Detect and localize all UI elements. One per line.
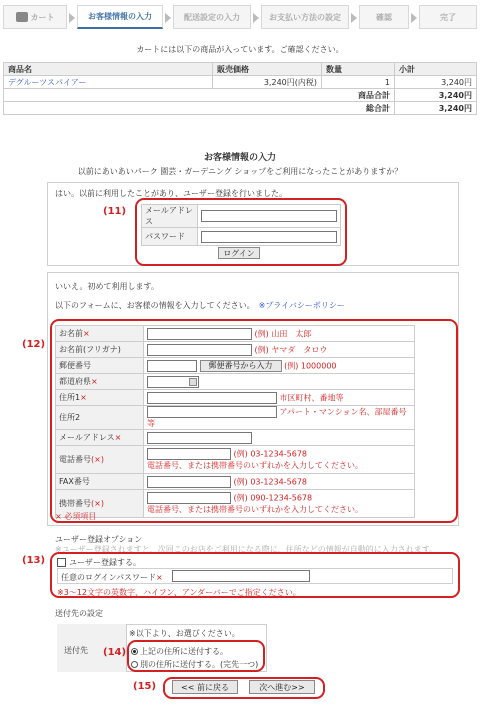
zip-lookup-button[interactable]: 郵便番号から入力 [200,360,282,372]
product-subtotal: 3,240円 [395,76,477,89]
shipping-option-other[interactable] [131,659,258,670]
cart-notice: カートには以下の商品が入っています。ご確認ください。 [136,45,344,54]
kana-input[interactable] [147,344,252,356]
login-intro: はい。以前に利用したことがあり、ユーザー登録を行いました。 [55,189,287,198]
name-example: (例) 山田 太郎 [254,329,312,338]
customer-form [55,325,415,518]
email-input[interactable] [147,432,252,444]
product-price: 3,240円(内税) [213,76,322,89]
table-row [4,76,477,89]
mobile-example: (例) 090-1234-5678 [233,493,313,503]
step-label: 完了 [440,12,456,22]
register-pw-note: ※3〜12文字の英数字、ハイフン、アンダーバーでご指定ください。 [57,588,301,597]
required-mark: × [83,329,90,338]
cart-table [3,62,477,115]
mobile-label: 携帯番号 [59,499,91,508]
email-label: メールアドレス [59,433,115,442]
annotation-label: (15) [133,681,157,692]
annotation-label: (12) [22,339,46,350]
required-mark: × [80,393,87,402]
step-label: 確認 [376,12,392,22]
step-payment [261,5,349,29]
step-label: カート [30,12,55,22]
addr2-input[interactable] [147,406,277,418]
register-checkbox[interactable] [57,558,66,567]
step-customer-info [77,5,163,29]
register-password-input[interactable] [172,570,310,582]
shipping-label: 送付先 [64,646,88,655]
required-mark: × [91,377,98,386]
pref-label: 都道府県 [59,377,91,386]
required-mark: (×) [91,455,104,464]
tel-input[interactable] [147,448,231,460]
register-check-label: ユーザー登録する。 [69,558,141,567]
grand-total-label: 総合計 [4,102,395,115]
login-password-input[interactable] [201,231,337,243]
register-desc: ※ユーザー登録されますと、次回このお店をご利用になる際に、住所などの情報が自動的に入力されます。 [55,545,438,554]
option-label: 上記の住所に送付する。 [140,647,228,656]
arrow-icon [69,13,75,23]
back-button[interactable]: << 前に戻る [172,680,238,694]
required-mark: × [156,573,163,582]
grand-total: 3,240円 [395,102,477,115]
kana-example: (例) ヤマダ タロウ [254,345,328,354]
addr2-example: アパート・マンション名、部屋番号等 [147,407,407,428]
arrow-icon [351,13,357,23]
radio-button[interactable] [131,648,138,655]
annotation-label: (14) [103,647,127,658]
pref-select[interactable] [147,376,199,388]
next-button[interactable]: 次へ進む>> [249,680,315,694]
password-label: パスワード [142,228,198,246]
addr1-example: 市区町村、番地等 [279,393,344,402]
kana-label: お名前(フリガナ) [56,342,144,358]
product-qty: 1 [322,76,395,89]
addr1-input[interactable] [147,392,277,404]
col-header: 商品名 [4,63,213,76]
product-link[interactable]: デグルーツスパイアー [4,76,213,89]
register-checkbox-row[interactable] [57,557,141,568]
section-title: お客様情報の入力 [203,153,276,163]
fax-label: FAX番号 [56,474,144,490]
fax-input[interactable] [147,476,231,488]
radio-button[interactable] [131,661,138,668]
login-button[interactable]: ログイン [218,247,260,259]
register-pw-label: 任意のログインパスワード [61,573,157,582]
shipping-title: 送付先の設定 [55,609,103,618]
question-text: 以前にあいあいパーク 園芸・ガーデニング ショップをご利用になったことがありますか？ [77,167,403,176]
product-total-label: 商品合計 [4,89,395,102]
required-mark: (×) [91,499,104,508]
privacy-policy-link[interactable]: ※プライバシーポリシー [258,301,345,310]
arrow-icon [253,13,259,23]
step-delivery [173,5,251,29]
tel-note: 電話番号、または携帯番号のいずれかを入力してください。 [147,461,363,470]
step-label: お客様情報の入力 [88,12,152,21]
arrow-icon [411,13,417,23]
login-email-input[interactable] [201,210,337,222]
required-note: × 必須項目 [55,512,97,521]
zip-label: 郵便番号 [56,358,144,374]
shipping-note: ※以下より、お選びください。 [129,629,240,638]
col-header: 数量 [322,63,395,76]
field-header [56,430,144,446]
fax-example: (例) 03-1234-5678 [233,477,308,486]
tel-example: (例) 03-1234-5678 [233,449,308,459]
step-label: お支払い方法の設定 [269,12,341,22]
tel-label: 電話番号 [59,455,91,464]
required-mark: × [114,433,122,442]
password-field-label [61,572,163,583]
field-header [56,446,144,474]
annotation-label: (13) [22,555,46,566]
step-confirm [359,5,409,29]
field-header [56,374,144,390]
form-instruction [55,300,345,311]
mobile-note: 電話番号、または携帯番号のいずれかを入力してください。 [147,505,363,514]
field-header [56,390,144,406]
col-header: 販売価格 [213,63,322,76]
name-input[interactable] [147,328,252,340]
field-header [56,326,144,342]
product-total: 3,240円 [395,89,477,102]
checkout-steps [3,5,477,29]
step-cart [3,5,67,29]
step-label: 配送設定の入力 [184,12,240,22]
register-title: ユーザー登録オプション [55,535,143,544]
col-header: 小計 [395,63,477,76]
annotation-label: (11) [103,206,127,217]
arrow-icon [165,13,171,23]
shipping-option-same[interactable] [131,646,228,657]
instruction-text: 以下のフォームに、お客様の情報を入力してください。 [55,301,251,310]
new-user-intro: いいえ。初めて利用します。 [55,282,159,291]
addr1-label: 住所1 [59,393,81,402]
cart-icon [16,12,28,22]
name-label: お名前 [59,329,83,338]
step-complete [419,5,477,29]
option-label: 別の住所に送付する。(完先一つ) [140,660,259,669]
zip-input[interactable] [147,360,197,372]
dropdown-arrow-icon [189,378,197,386]
addr2-label: 住所2 [56,406,144,430]
mobile-input[interactable] [147,492,231,504]
email-label: メールアドレス [142,205,198,228]
zip-example: (例) 1000000 [284,361,337,370]
